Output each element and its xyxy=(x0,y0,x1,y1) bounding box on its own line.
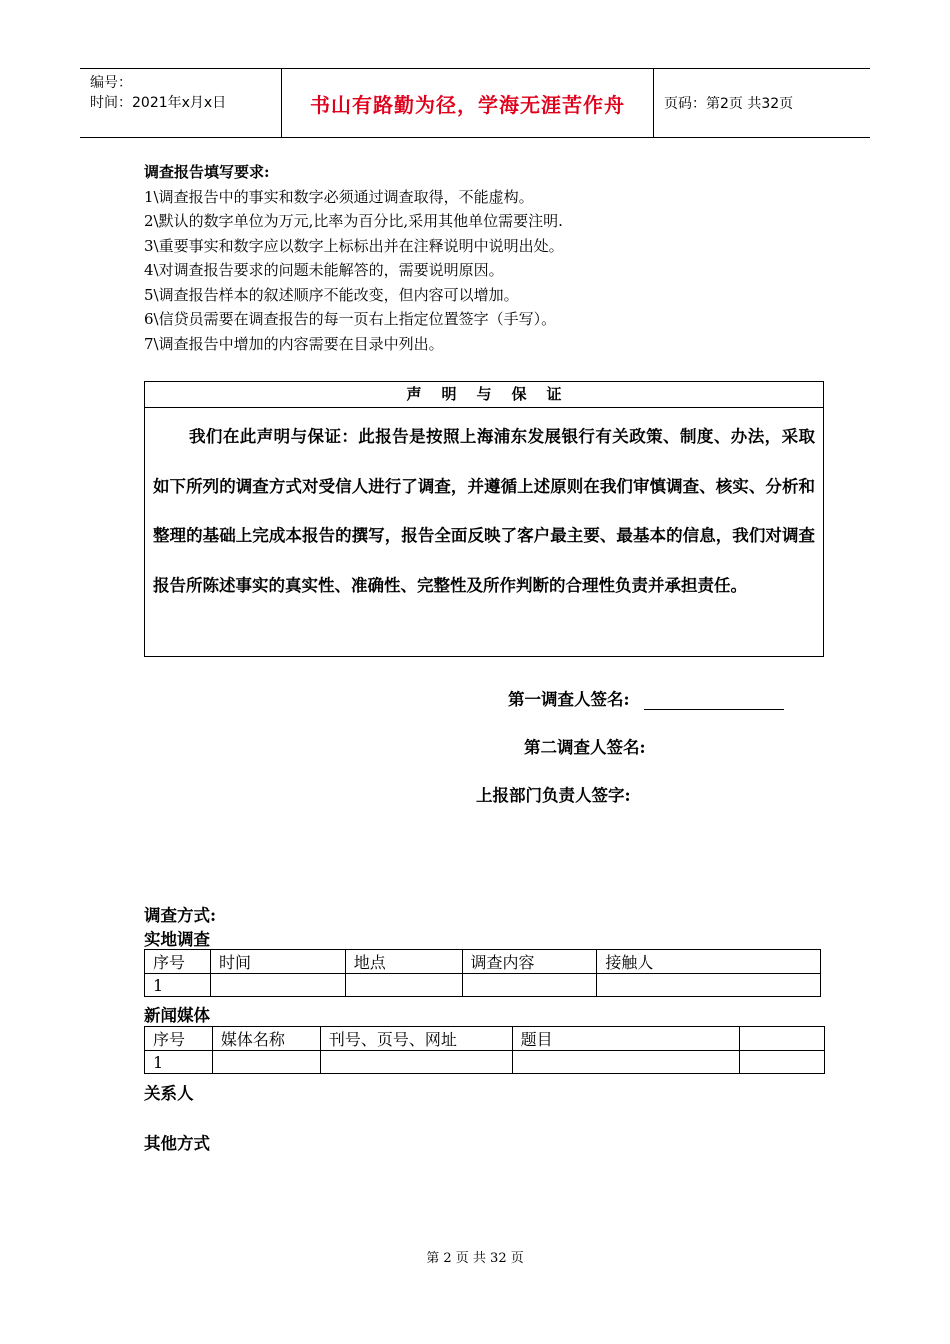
requirement-item: 3\重要事实和数字应以数字上标标出并在注释说明中说明出处。 xyxy=(144,236,564,255)
table-cell[interactable] xyxy=(597,974,821,997)
table-header-cell: 时间 xyxy=(210,950,345,974)
declaration-title: 声明与保证 xyxy=(145,382,823,408)
field-survey-table xyxy=(144,949,821,997)
table-cell[interactable] xyxy=(740,1051,825,1074)
table-header-cell: 媒体名称 xyxy=(212,1027,320,1051)
header-motto: 书山有路勤为径，学海无涯苦作舟 xyxy=(282,69,654,137)
number-label: 编号： xyxy=(90,75,132,91)
table-header-cell xyxy=(740,1027,825,1051)
page-footer: 第 2 页 共 32 页 xyxy=(426,1251,524,1266)
date-label: 时间：2021年x月x日 xyxy=(90,95,227,111)
first-investigator-label: 第一调查人签名: xyxy=(508,690,630,709)
table-header-cell: 序号 xyxy=(145,950,211,974)
declaration-body: 我们在此声明与保证：此报告是按照上海浦东发展银行有关政策、制度、办法，采取如下所列的调查方式对受信人进行了调查，并遵循上述原则在我们审慎调查、核实、分析和整理的基础上完成本报告的撰写，报告全面反映了客户最主要、最基本的信息，我们对调查报告所陈述事实的真实性、准确性、完整性及所作判断的合理性负责并承担责任。 xyxy=(153,427,815,595)
requirement-item: 1\调查报告中的事实和数字必须通过调查取得，不能虚构。 xyxy=(144,187,534,206)
header-meta xyxy=(80,69,282,137)
requirement-item: 4\对调查报告要求的问题未能解答的，需要说明原因。 xyxy=(144,261,504,279)
table-cell[interactable] xyxy=(320,1051,512,1074)
requirements-title: 调查报告填写要求: xyxy=(144,163,270,181)
signature-line[interactable] xyxy=(644,691,784,710)
table-cell[interactable] xyxy=(512,1051,740,1074)
table-header-cell: 序号 xyxy=(145,1027,213,1051)
table-row xyxy=(145,1051,825,1074)
requirement-item: 6\信贷员需要在调查报告的每一页右上指定位置签字（手写）。 xyxy=(144,310,557,328)
page-header xyxy=(80,68,870,138)
table-header-cell: 题目 xyxy=(512,1027,740,1051)
table-cell[interactable] xyxy=(210,974,345,997)
contact-person-label: 关系人 xyxy=(144,1084,194,1103)
table-cell[interactable] xyxy=(462,974,597,997)
table-header-cell: 地点 xyxy=(345,950,462,974)
news-media-table xyxy=(144,1026,825,1074)
methods-title: 调查方式: xyxy=(144,906,217,925)
dept-head-label: 上报部门负责人签字: xyxy=(476,786,631,805)
header-page-label: 页码：第2页 共32页 xyxy=(664,96,794,112)
news-media-title: 新闻媒体 xyxy=(144,1006,210,1025)
second-investigator-label: 第二调查人签名: xyxy=(524,738,646,757)
table-header-row xyxy=(145,1027,825,1051)
requirement-item: 2\默认的数字单位为万元,比率为百分比,采用其他单位需要注明. xyxy=(144,212,563,230)
first-investigator-signature xyxy=(508,686,784,710)
declaration-box xyxy=(144,381,824,657)
table-header-cell: 调查内容 xyxy=(462,950,597,974)
table-row xyxy=(145,974,821,997)
other-methods-label: 其他方式 xyxy=(144,1134,210,1153)
table-cell[interactable] xyxy=(212,1051,320,1074)
field-survey-title: 实地调查 xyxy=(144,930,210,949)
table-header-cell: 接触人 xyxy=(597,950,821,974)
requirement-item: 5\调查报告样本的叙述顺序不能改变，但内容可以增加。 xyxy=(144,285,519,304)
table-cell: 1 xyxy=(145,1051,213,1074)
table-cell: 1 xyxy=(145,974,211,997)
table-header-row xyxy=(145,950,821,974)
requirements-section xyxy=(144,160,564,356)
requirement-item: 7\调查报告中增加的内容需要在目录中列出。 xyxy=(144,334,444,353)
table-cell[interactable] xyxy=(345,974,462,997)
table-header-cell: 刊号、页号、网址 xyxy=(320,1027,512,1051)
